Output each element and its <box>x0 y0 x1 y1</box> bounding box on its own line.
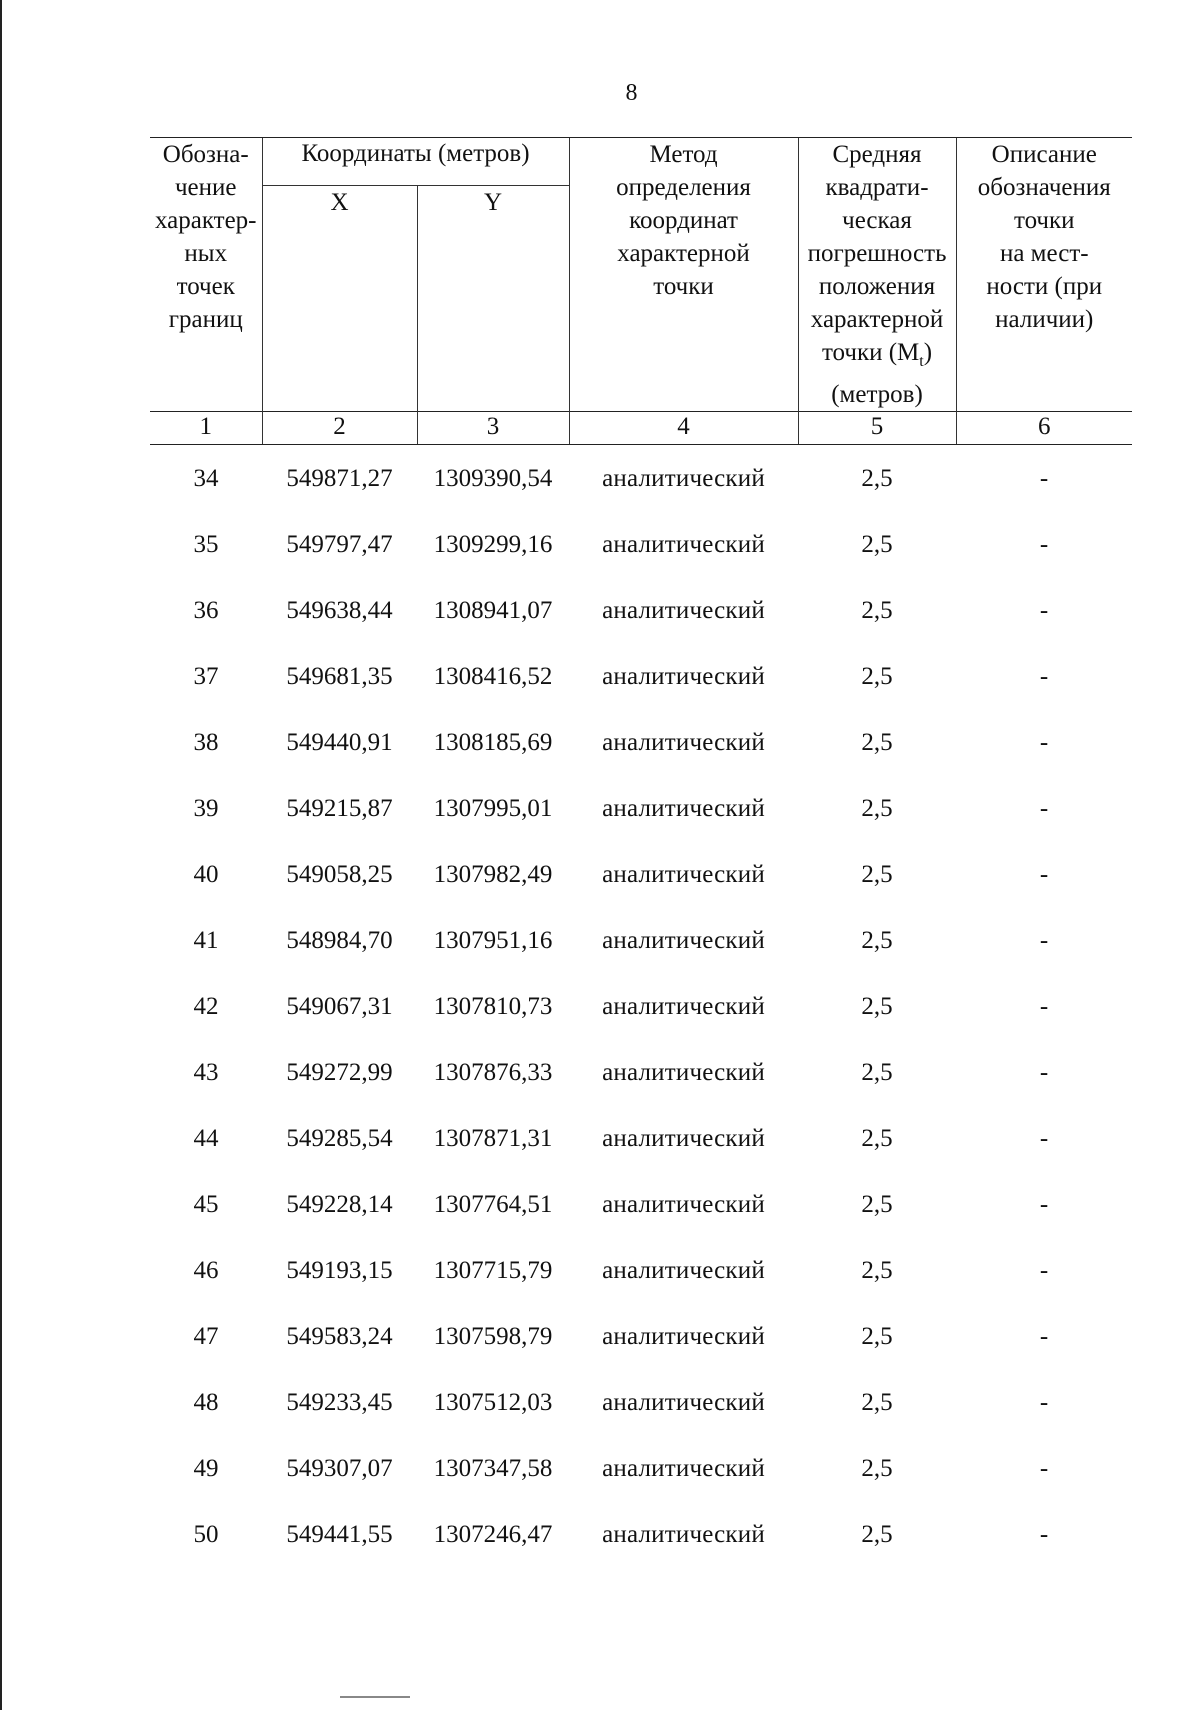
table-row <box>150 709 1132 775</box>
cell-y: 1307871,31 <box>433 1124 553 1152</box>
header-x: X <box>262 186 417 412</box>
cell-point: 39 <box>193 794 219 822</box>
cell-description: - <box>1039 662 1049 690</box>
cell-x: 549307,07 <box>286 1454 393 1482</box>
header-error-text: Средняя квадрати- ческая погрешность положения характерной точки (M <box>807 141 947 366</box>
cell-x: 549440,91 <box>286 728 393 756</box>
table-row <box>150 1105 1132 1171</box>
cell-x: 549058,25 <box>286 860 393 888</box>
cell-y: 1307764,51 <box>433 1190 553 1218</box>
cell-point: 35 <box>193 530 219 558</box>
column-number: 4 <box>569 412 798 445</box>
column-number: 1 <box>150 412 262 445</box>
cell-description: - <box>1039 1520 1049 1548</box>
cell-description: - <box>1039 464 1049 492</box>
cell-error: 2,5 <box>861 926 893 954</box>
table-row <box>150 1237 1132 1303</box>
cell-error: 2,5 <box>861 1058 893 1086</box>
header-designation <box>150 138 262 412</box>
cell-description: - <box>1039 992 1049 1020</box>
cell-point: 34 <box>193 464 219 492</box>
table-row <box>150 577 1132 643</box>
cell-x: 549583,24 <box>286 1322 393 1350</box>
cell-x: 549193,15 <box>286 1256 393 1284</box>
table-row <box>150 1039 1132 1105</box>
table-row <box>150 1303 1132 1369</box>
cell-point: 44 <box>193 1124 219 1152</box>
cell-point: 49 <box>193 1454 219 1482</box>
table-row <box>150 841 1132 907</box>
header-y: Y <box>417 186 569 412</box>
cell-description: - <box>1039 1322 1049 1350</box>
cell-x: 549067,31 <box>286 992 393 1020</box>
header-designation-text: Обозна- чение характер- ных точек границ <box>154 141 257 333</box>
cell-method: аналитический <box>602 1058 765 1086</box>
column-number: 2 <box>262 412 417 445</box>
table-row <box>150 445 1132 512</box>
cell-method: аналитический <box>602 992 765 1020</box>
cell-y: 1307951,16 <box>433 926 553 954</box>
scan-page-edge <box>0 0 2 1710</box>
cell-point: 48 <box>193 1388 219 1416</box>
cell-y: 1309390,54 <box>433 464 553 492</box>
cell-method: аналитический <box>602 1322 765 1350</box>
cell-x: 549228,14 <box>286 1190 393 1218</box>
table-row <box>150 643 1132 709</box>
cell-method: аналитический <box>602 1124 765 1152</box>
page-number: 8 <box>625 80 638 106</box>
cell-description: - <box>1039 1454 1049 1482</box>
table-row <box>150 1501 1132 1567</box>
cell-x: 549215,87 <box>286 794 393 822</box>
cell-method: аналитический <box>602 464 765 492</box>
cell-y: 1308185,69 <box>433 728 553 756</box>
cell-x: 549441,55 <box>286 1520 393 1548</box>
table-row <box>150 1369 1132 1435</box>
cell-error: 2,5 <box>861 596 893 624</box>
table-row <box>150 775 1132 841</box>
header-coordinates: Координаты (метров) <box>262 138 569 186</box>
column-number: 3 <box>417 412 569 445</box>
cell-x: 549797,47 <box>286 530 393 558</box>
table-row <box>150 973 1132 1039</box>
cell-method: аналитический <box>602 794 765 822</box>
column-numbers-row <box>150 412 1132 445</box>
cell-error: 2,5 <box>861 464 893 492</box>
cell-method: аналитический <box>602 662 765 690</box>
cell-point: 37 <box>193 662 219 690</box>
cell-y: 1307715,79 <box>433 1256 553 1284</box>
cell-method: аналитический <box>602 926 765 954</box>
cell-method: аналитический <box>602 860 765 888</box>
cell-x: 549871,27 <box>286 464 393 492</box>
cell-error: 2,5 <box>861 1388 893 1416</box>
cell-description: - <box>1039 860 1049 888</box>
cell-point: 36 <box>193 596 219 624</box>
table-body <box>150 445 1132 1568</box>
cell-description: - <box>1039 1124 1049 1152</box>
header-error <box>798 138 956 412</box>
table-row <box>150 1171 1132 1237</box>
cell-point: 47 <box>193 1322 219 1350</box>
cell-y: 1308941,07 <box>433 596 553 624</box>
cell-description: - <box>1039 1058 1049 1086</box>
cell-point: 45 <box>193 1190 219 1218</box>
cell-description: - <box>1039 1256 1049 1284</box>
cell-description: - <box>1039 794 1049 822</box>
cell-y: 1307347,58 <box>433 1454 553 1482</box>
cell-point: 43 <box>193 1058 219 1086</box>
cell-y: 1307982,49 <box>433 860 553 888</box>
header-method-text: Метод определения координат характерной точки <box>616 141 751 300</box>
cell-method: аналитический <box>602 1190 765 1218</box>
cell-y: 1307598,79 <box>433 1322 553 1350</box>
cell-point: 46 <box>193 1256 219 1284</box>
cell-error: 2,5 <box>861 728 893 756</box>
cell-error: 2,5 <box>861 1256 893 1284</box>
cell-point: 50 <box>193 1520 219 1548</box>
cell-description: - <box>1039 926 1049 954</box>
cell-x: 549638,44 <box>286 596 393 624</box>
cell-x: 549233,45 <box>286 1388 393 1416</box>
cell-error: 2,5 <box>861 1322 893 1350</box>
table-row <box>150 1435 1132 1501</box>
cell-point: 42 <box>193 992 219 1020</box>
cell-y: 1307512,03 <box>433 1388 553 1416</box>
cell-error: 2,5 <box>861 992 893 1020</box>
cell-x: 549681,35 <box>286 662 393 690</box>
cell-description: - <box>1039 530 1049 558</box>
header-error-text-end: ) (метров) <box>831 339 933 408</box>
cell-error: 2,5 <box>861 530 893 558</box>
table-row <box>150 907 1132 973</box>
header-error-subscript: t <box>919 353 924 370</box>
cell-error: 2,5 <box>861 1124 893 1152</box>
cell-description: - <box>1039 1190 1049 1218</box>
cell-error: 2,5 <box>861 794 893 822</box>
cell-description: - <box>1039 596 1049 624</box>
cell-method: аналитический <box>602 1388 765 1416</box>
cell-error: 2,5 <box>861 1190 893 1218</box>
cell-point: 41 <box>193 926 219 954</box>
cell-description: - <box>1039 1388 1049 1416</box>
cell-x: 548984,70 <box>286 926 393 954</box>
cell-point: 40 <box>193 860 219 888</box>
header-description-text: Описание обозначения точки на мест- ности (при наличии) <box>977 141 1111 333</box>
cell-point: 38 <box>193 728 219 756</box>
cell-y: 1308416,52 <box>433 662 553 690</box>
cell-y: 1307810,73 <box>433 992 553 1020</box>
column-number: 6 <box>956 412 1132 445</box>
cell-method: аналитический <box>602 1454 765 1482</box>
cell-y: 1309299,16 <box>433 530 553 558</box>
table-row <box>150 511 1132 577</box>
cell-method: аналитический <box>602 1520 765 1548</box>
cell-y: 1307246,47 <box>433 1520 553 1548</box>
cell-x: 549272,99 <box>286 1058 393 1086</box>
cell-x: 549285,54 <box>286 1124 393 1152</box>
cell-error: 2,5 <box>861 860 893 888</box>
cell-y: 1307995,01 <box>433 794 553 822</box>
cell-method: аналитический <box>602 1256 765 1284</box>
cell-method: аналитический <box>602 530 765 558</box>
cell-method: аналитический <box>602 728 765 756</box>
scan-artifact-mark <box>340 1696 410 1698</box>
header-method <box>569 138 798 412</box>
cell-error: 2,5 <box>861 1520 893 1548</box>
header-description <box>956 138 1132 412</box>
cell-description: - <box>1039 728 1049 756</box>
cell-method: аналитический <box>602 596 765 624</box>
cell-error: 2,5 <box>861 1454 893 1482</box>
cell-error: 2,5 <box>861 662 893 690</box>
column-number: 5 <box>798 412 956 445</box>
cell-y: 1307876,33 <box>433 1058 553 1086</box>
coordinates-table <box>150 137 1132 1567</box>
